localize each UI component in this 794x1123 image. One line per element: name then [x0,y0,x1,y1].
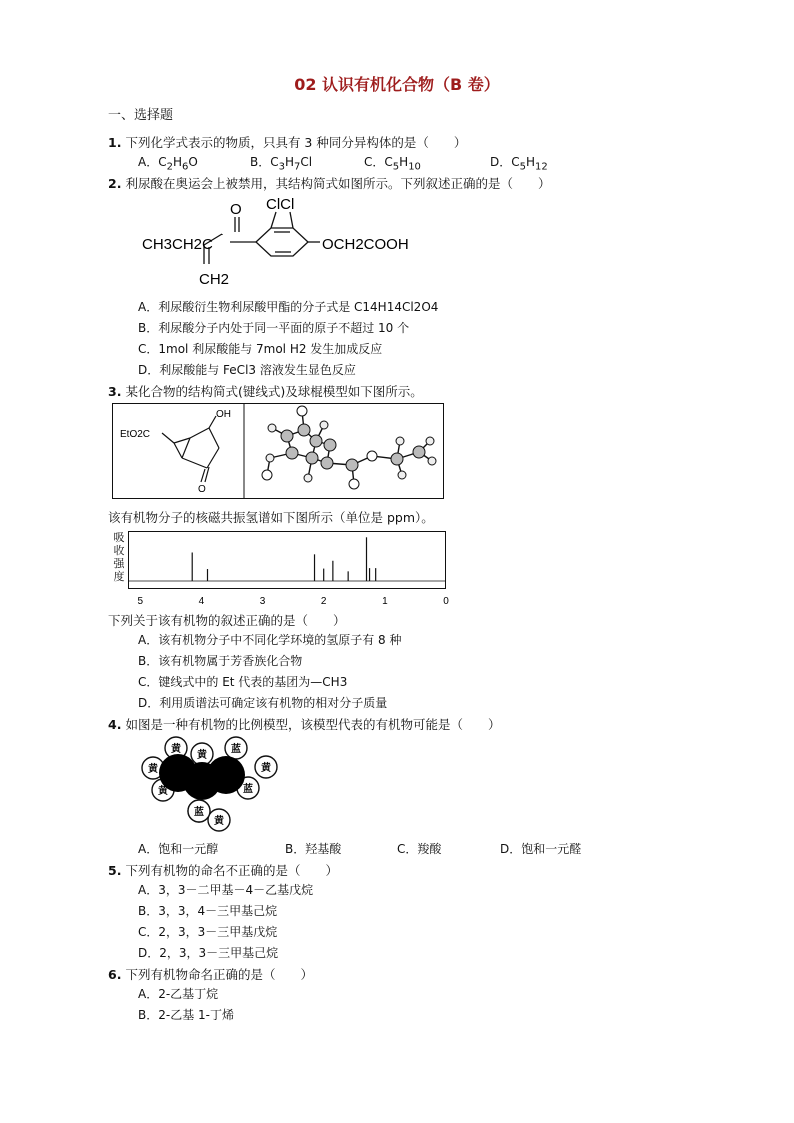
question-text: 下列化学式表示的物质，只具有 3 种同分异构体的是（ ） [125,135,467,150]
nmr-plot-frame [129,532,446,589]
q3-followup: 下列关于该有机物的叙述正确的是（ ） [108,613,346,628]
q1-option-c[interactable]: C．$C_5H_{10}$ [364,155,421,173]
q3-option-c[interactable]: C．键线式中的 Et 代表的基团为—CH3 [138,675,348,689]
q4-option-a[interactable]: A．饱和一元醇 [138,842,219,856]
q1-option-a[interactable]: A．$C_2H_6O$ [138,155,198,173]
nmr-tick-label: 1 [382,596,388,607]
nmr-tick-label: 0 [443,596,449,607]
atom-label-blue: 蓝 [243,784,253,795]
q4-option-c[interactable]: C．羧酸 [397,842,442,856]
question-4-stem [108,715,500,733]
nmr-intro: 该有机物分子的核磁共振氢谱如下图所示（单位是 ppm）。 [108,510,434,525]
q1-option-d[interactable]: D．$C_5H_{12}$ [490,155,548,173]
atom-label-yellow: 黄 [171,744,181,755]
nmr-ylabel-3: 强 [113,557,125,570]
nmr-spectrum-chart [128,531,450,611]
question-number: 2. [108,176,122,191]
q5-option-c[interactable]: C．2，3，3－三甲基戊烷 [138,925,278,939]
q1-option-b[interactable]: B．$C_3H_7Cl$ [250,155,313,173]
q5-option-a[interactable]: A．3，3－二甲基－4－乙基戊烷 [138,883,314,897]
question-number: 3. [108,384,122,399]
question-number: 5. [108,863,122,878]
q6-option-b[interactable]: B．2-乙基 1-丁烯 [138,1008,234,1022]
question-5-stem [108,861,338,879]
q6-option-a[interactable]: A．2-乙基丁烷 [138,987,219,1001]
alkyl-chain-label: CH3CH2C [142,236,213,253]
question-number: 1. [108,135,122,150]
q3-option-b[interactable]: B．该有机物属于芳香族化合物 [138,654,303,668]
nmr-tick-label: 3 [259,596,266,607]
ketone-label: O [198,484,206,495]
question-text: 下列有机物的命名不正确的是（ ） [125,863,338,878]
q3-option-d[interactable]: D．利用质谱法可确定该有机物的相对分子质量 [138,696,388,710]
q2-option-b[interactable]: B．利尿酸分子内处于同一平面的原子不超过 10 个 [138,321,410,335]
section-heading: 一、选择题 [108,108,174,123]
q3-structure-figure [112,403,444,499]
atom-label-yellow: 黄 [197,750,207,761]
nmr-tick-label: 5 [137,596,144,607]
q5-option-d[interactable]: D．2，3，3－三甲基己烷 [138,946,279,960]
question-text: 某化合物的结构简式(键线式)及球棍模型如下图所示。 [125,384,423,399]
q4-option-d[interactable]: D．饱和一元醛 [500,842,582,856]
nmr-ylabel-2: 收 [113,544,125,557]
nmr-tick-label: 4 [198,596,205,607]
atom-label-blue: 蓝 [231,744,241,755]
question-3-stem [108,382,423,400]
q2-option-a[interactable]: A．利尿酸衍生物利尿酸甲酯的分子式是 C14H14Cl2O4 [138,300,439,314]
carbonyl-oxygen-label: O [230,201,242,218]
q3-option-a[interactable]: A．该有机物分子中不同化学环境的氢原子有 8 种 [138,633,402,647]
acid-chain-label: OCH2COOH [322,236,409,253]
question-1-stem [108,133,466,151]
q5-option-b[interactable]: B．3，3，4－三甲基己烷 [138,904,278,918]
atom-label-yellow: 黄 [261,763,271,774]
atom-label-yellow: 黄 [158,786,168,797]
chlorine-label: ClCl [266,196,295,213]
atom-label-yellow: 黄 [148,764,158,775]
question-text: 如图是一种有机物的比例模型，该模型代表的有机物可能是（ ） [125,717,501,732]
nmr-ylabel-4: 度 [113,570,125,583]
atom-label-blue: 蓝 [194,807,204,818]
q2-option-d[interactable]: D．利尿酸能与 FeCl3 溶液发生显色反应 [138,363,356,377]
ethacrynic-acid-structure [138,192,428,292]
q4-option-b[interactable]: B．羟基酸 [285,842,342,856]
page-title: 02 认识有机化合物（B 卷） [294,75,500,94]
hydroxyl-label: OH [216,409,231,420]
question-text: 下列有机物命名正确的是（ ） [125,967,313,982]
question-number: 4. [108,717,122,732]
space-filling-model [136,735,282,833]
question-6-stem [108,965,313,983]
question-text: 利尿酸在奥运会上被禁用，其结构简式如图所示。下列叙述正确的是（ ） [125,176,551,191]
nmr-tick-label: 2 [320,596,327,607]
nmr-ylabel-1: 吸 [113,531,125,544]
atom-label-yellow: 黄 [214,816,224,827]
question-number: 6. [108,967,122,982]
q2-option-c[interactable]: C．1mol 利尿酸能与 7mol H2 发生加成反应 [138,342,383,356]
ester-label: EtO2C [120,429,151,440]
methylene-label: CH2 [199,271,230,288]
question-2-stem [108,174,550,192]
